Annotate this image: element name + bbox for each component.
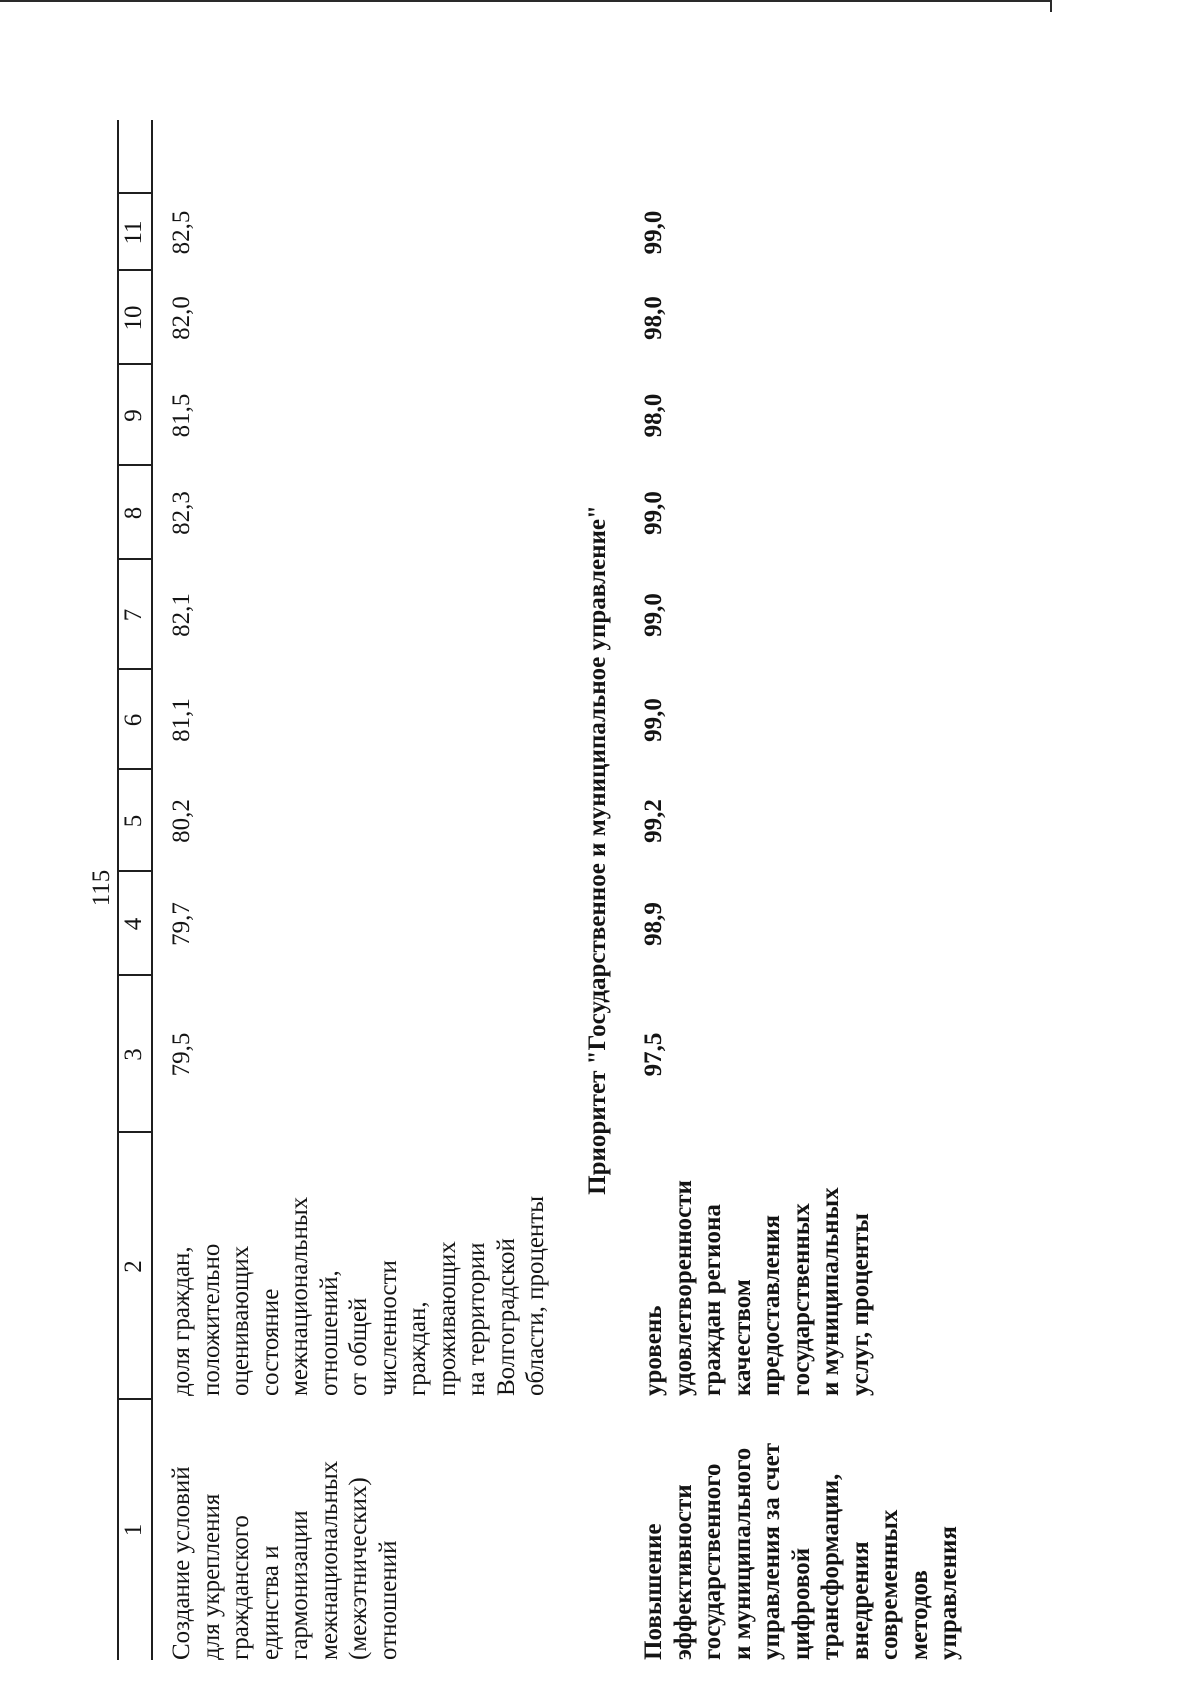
column-number: 2 — [120, 1260, 147, 1273]
value-cell: 99,0 — [640, 210, 667, 255]
column-number: 10 — [120, 305, 147, 331]
value-cell: 81,5 — [168, 393, 195, 438]
value-cell: 80,2 — [168, 799, 195, 843]
goal-cell: Создание условий для укрепления гражданского единства и гармонизации межнациональных (межэтнических) отношений — [168, 1460, 402, 1660]
rotated-table — [117, 120, 1117, 1660]
value-cell: 82,1 — [168, 593, 195, 637]
column-number: 7 — [120, 608, 147, 622]
column-number: 6 — [120, 713, 147, 727]
header-bottom-rule — [151, 120, 153, 1660]
goal-cell: Повышение эффективности государственного и муниципального управления за счет цифровой трансформации, внедрения современных методов управления — [640, 1442, 962, 1660]
value-cell: 98,0 — [640, 296, 667, 340]
value-cell: 99,0 — [640, 491, 667, 535]
scan-edge-line — [1050, 0, 1052, 12]
column-number: 11 — [120, 220, 147, 245]
column-number: 8 — [120, 506, 147, 520]
column-number: 9 — [120, 409, 147, 422]
column-number: 1 — [120, 1523, 147, 1537]
indicator-cell: доля граждан, положительно оценивающих состояние межнациональных отношений, от общей численности граждан, проживающих на территории Волгоградской области, проценты — [168, 1195, 549, 1396]
value-cell: 82,5 — [168, 210, 195, 255]
scan-edge-line — [0, 0, 1050, 2]
value-cell: 79,5 — [168, 1032, 195, 1077]
value-cell: 82,3 — [168, 491, 195, 535]
value-cell: 97,5 — [640, 1032, 667, 1077]
column-number: 4 — [120, 917, 147, 931]
value-cell: 79,7 — [168, 902, 195, 946]
column-number: 5 — [120, 814, 147, 828]
value-cell: 81,1 — [168, 698, 195, 742]
value-cell: 99,2 — [640, 799, 667, 843]
value-cell: 99,0 — [640, 698, 667, 742]
indicator-cell: уровень удовлетворенности граждан региона качеством предоставления государственных и муниципальных услуг, проценты — [640, 1180, 874, 1396]
value-cell: 82,0 — [168, 296, 195, 340]
value-cell: 98,9 — [640, 902, 667, 946]
priority-heading: Приоритет "Государственное и муниципальное управление" — [584, 505, 611, 1195]
column-number: 3 — [120, 1048, 147, 1061]
value-cell: 98,0 — [640, 393, 667, 438]
value-cell: 99,0 — [640, 593, 667, 637]
page-number: 115 — [88, 869, 115, 907]
